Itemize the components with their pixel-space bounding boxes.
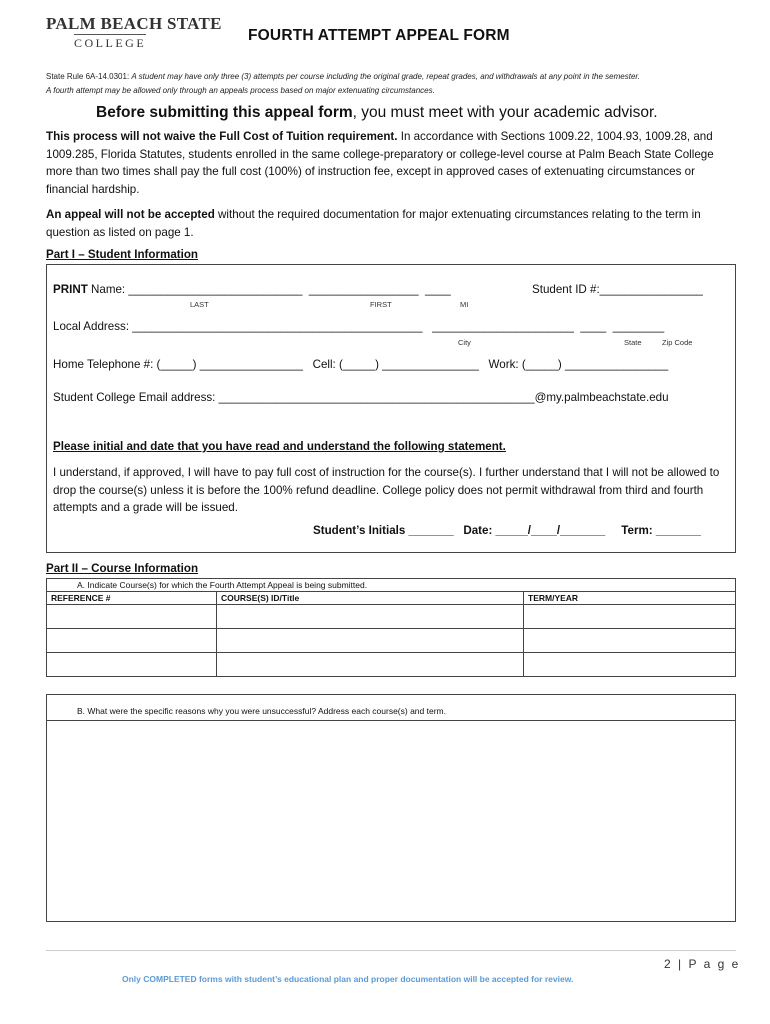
documentation-paragraph-bold: An appeal will not be accepted (46, 208, 215, 221)
table-row (47, 653, 736, 677)
name-line[interactable]: Name: ___________________________ _________________ ____ (87, 283, 451, 296)
zip-caption: Zip Code (662, 338, 693, 347)
course-cell[interactable] (217, 605, 524, 629)
print-name-field[interactable] (53, 283, 451, 296)
part2-heading: Part II – Course Information (46, 562, 199, 575)
initial-date-instruction: Please initial and date that you have read and understand the following statement. (53, 440, 506, 453)
reasons-box (46, 694, 736, 922)
term-cell[interactable] (524, 629, 736, 653)
reference-cell[interactable] (47, 605, 217, 629)
course-column-header: COURSE(S) ID/Title (217, 592, 524, 605)
term-column-header: TERM/YEAR (524, 592, 736, 605)
advisor-notice-bold: Before submitting this appeal form (96, 104, 353, 121)
telephone-fields[interactable]: Home Telephone #: (_____) ________________ Cell: (_____) _______________ Work: (_____) ________________ (53, 358, 669, 371)
form-title: FOURTH ATTEMPT APPEAL FORM (248, 27, 510, 44)
table-row (47, 629, 736, 653)
tuition-paragraph-text: In accordance with Sections 1009.22, 1004.93, 1009.28, and 1009.285, Florida Statutes, students enrolled in the same college-preparatory or college-level course at Palm Beach State College more than two times shall pay the full cost (100%) of instruction fee, except in approved cases of extenuating circumstances or financial hardship. (46, 130, 714, 196)
state-caption: State (624, 338, 642, 347)
section-b-label: B. What were the specific reasons why you were unsuccessful? Address each course(s) and term. (47, 695, 735, 721)
college-logo-name: PALM BEACH STATE (46, 14, 222, 33)
term-cell[interactable] (524, 605, 736, 629)
page-number-value: 2 (664, 957, 673, 971)
city-caption: City (458, 338, 471, 347)
understanding-statement: I understand, if approved, I will have to pay full cost of instruction for the course(s). I further understand that I will not be allowed to drop the course(s) unless it is before the 100% refund deadline. College policy does not permit withdrawal from third and fourth attempts and a grade will be issued. (53, 466, 720, 514)
college-email-field[interactable]: Student College Email address: _________________________________________________@my.palmbeachstate.edu (53, 391, 669, 404)
part1-heading: Part I – Student Information (46, 248, 199, 261)
college-logo-subtitle: COLLEGE (74, 36, 147, 50)
footer-notice: Only COMPLETED forms with student’s educational plan and proper documentation will be accepted for review. (122, 974, 574, 984)
state-rule-note (46, 70, 736, 98)
reference-cell[interactable] (47, 629, 217, 653)
advisor-notice-rest: , you must meet with your academic advisor. (352, 104, 658, 121)
print-label: PRINT (53, 283, 88, 296)
course-cell[interactable] (217, 653, 524, 677)
state-rule-text-1: A student may have only three (3) attempts per course including the original grade, repeat grades, and withdrawals at any point in the semester. (131, 72, 640, 81)
page-divider (46, 950, 736, 951)
course-cell[interactable] (217, 629, 524, 653)
state-rule-text-2: A fourth attempt may be allowed only through an appeals process based on major extenuating circumstances. (46, 86, 435, 95)
reference-cell[interactable] (47, 653, 217, 677)
table-row (47, 605, 736, 629)
reference-column-header: REFERENCE # (47, 592, 217, 605)
documentation-paragraph-text: without the required documentation for major extenuating circumstances relating to the term in question as listed on page 1. (46, 208, 701, 239)
student-id-field[interactable]: Student ID #:________________ (532, 283, 703, 296)
local-address-field[interactable]: Local Address: _____________________________________________ ______________________ ____ ________ (53, 320, 665, 333)
first-name-caption: FIRST (370, 300, 392, 309)
initials-date-term-fields[interactable]: Student’s Initials _______ Date: _____/____/_______ Term: _______ (313, 524, 701, 537)
term-cell[interactable] (524, 653, 736, 677)
advisor-notice (96, 104, 658, 122)
course-table (46, 578, 736, 677)
section-a-label: A. Indicate Course(s) for which the Fourth Attempt Appeal is being submitted. (47, 579, 736, 592)
last-name-caption: LAST (190, 300, 209, 309)
documentation-paragraph (46, 206, 736, 241)
page-number (664, 957, 740, 971)
state-rule-label: State Rule 6A-14.0301: (46, 72, 130, 81)
middle-initial-caption: MI (460, 300, 469, 309)
tuition-paragraph-bold: This process will not waive the Full Cost of Tuition requirement. (46, 130, 398, 143)
tuition-paragraph (46, 128, 736, 198)
reasons-answer-area[interactable] (47, 721, 735, 919)
page-number-suffix: | P a g e (672, 957, 741, 971)
